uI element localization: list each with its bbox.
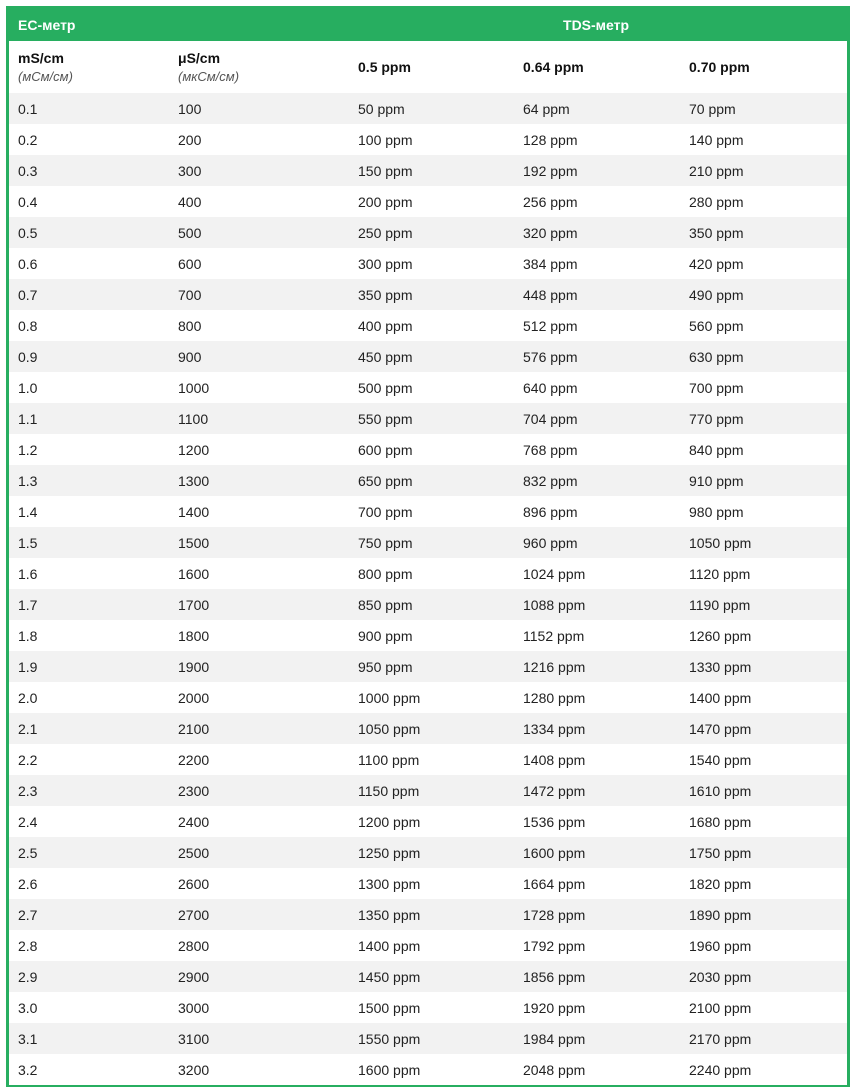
- ppm-064-cell: 1728 ppm: [510, 899, 676, 930]
- ppm-050-cell: 350 ppm: [345, 279, 510, 310]
- ms-cm-cell: 3.0: [9, 992, 169, 1023]
- ppm-070-cell: 70 ppm: [676, 93, 847, 124]
- ppm-064-cell: 1216 ppm: [510, 651, 676, 682]
- table-row: [9, 1054, 847, 1085]
- ppm-050-cell: 500 ppm: [345, 372, 510, 403]
- table-row: [9, 992, 847, 1023]
- ppm-064-cell: 128 ppm: [510, 124, 676, 155]
- ppm-064-cell: 1856 ppm: [510, 961, 676, 992]
- us-cm-cell: 2100: [169, 713, 345, 744]
- table-row: [9, 651, 847, 682]
- ppm-050-cell: 1300 ppm: [345, 868, 510, 899]
- us-cm-cell: 1700: [169, 589, 345, 620]
- ppm-050-cell: 1050 ppm: [345, 713, 510, 744]
- ppm-064-cell: 512 ppm: [510, 310, 676, 341]
- ppm-064-cell: 1664 ppm: [510, 868, 676, 899]
- ms-cm-cell: 1.6: [9, 558, 169, 589]
- ppm-050-cell: 1000 ppm: [345, 682, 510, 713]
- ppm-070-cell: 700 ppm: [676, 372, 847, 403]
- ppm-064-cell: 1088 ppm: [510, 589, 676, 620]
- ppm-050-cell: 250 ppm: [345, 217, 510, 248]
- ppm-070-cell: 1470 ppm: [676, 713, 847, 744]
- ppm-064-cell: 448 ppm: [510, 279, 676, 310]
- ms-cm-cell: 1.0: [9, 372, 169, 403]
- ppm-064-cell: 256 ppm: [510, 186, 676, 217]
- ppm-070-cell: 1330 ppm: [676, 651, 847, 682]
- ms-cm-cell: 1.2: [9, 434, 169, 465]
- ppm-064-cell: 640 ppm: [510, 372, 676, 403]
- table-row: [9, 372, 847, 403]
- ppm-064-cell: 1152 ppm: [510, 620, 676, 651]
- ppm-070-cell: 840 ppm: [676, 434, 847, 465]
- ms-cm-cell: 2.4: [9, 806, 169, 837]
- ms-cm-label: mS/cm: [18, 50, 64, 66]
- ms-cm-cell: 0.5: [9, 217, 169, 248]
- table-row: [9, 496, 847, 527]
- ms-cm-cell: 1.8: [9, 620, 169, 651]
- ppm-070-cell: 1680 ppm: [676, 806, 847, 837]
- ppm-070-cell: 1120 ppm: [676, 558, 847, 589]
- ms-cm-cell: 0.2: [9, 124, 169, 155]
- ppm-064-cell: 896 ppm: [510, 496, 676, 527]
- ppm-064-cell: 576 ppm: [510, 341, 676, 372]
- ppm-050-cell: 850 ppm: [345, 589, 510, 620]
- tds-meter-header: TDS-метр: [345, 9, 847, 41]
- ppm-050-cell: 1350 ppm: [345, 899, 510, 930]
- ppm-050-cell: 1400 ppm: [345, 930, 510, 961]
- table-row: [9, 744, 847, 775]
- us-cm-cell: 3100: [169, 1023, 345, 1054]
- ppm-070-cell: 420 ppm: [676, 248, 847, 279]
- ppm-050-cell: 1450 ppm: [345, 961, 510, 992]
- us-cm-cell: 1200: [169, 434, 345, 465]
- ppm-050-cell: 450 ppm: [345, 341, 510, 372]
- ppm-064-cell: 704 ppm: [510, 403, 676, 434]
- us-cm-cell: 2700: [169, 899, 345, 930]
- ms-cm-cell: 2.1: [9, 713, 169, 744]
- ms-cm-cell: 0.7: [9, 279, 169, 310]
- table-body: [9, 93, 847, 1085]
- ms-cm-ru-label: (мСм/см): [18, 69, 73, 84]
- ppm-070-cell: 140 ppm: [676, 124, 847, 155]
- ppm-064-cell: 1472 ppm: [510, 775, 676, 806]
- table-row: [9, 465, 847, 496]
- ms-cm-cell: 0.6: [9, 248, 169, 279]
- us-cm-cell: 300: [169, 155, 345, 186]
- table-units-header: [9, 41, 847, 93]
- ppm-070-cell: 2170 ppm: [676, 1023, 847, 1054]
- ppm-064-cell: 832 ppm: [510, 465, 676, 496]
- ppm-064-cell: 1984 ppm: [510, 1023, 676, 1054]
- table-row: [9, 1023, 847, 1054]
- ppm-070-cell: 770 ppm: [676, 403, 847, 434]
- ppm-050-cell: 50 ppm: [345, 93, 510, 124]
- ppm-050-cell: 700 ppm: [345, 496, 510, 527]
- ppm-070-cell: 1190 ppm: [676, 589, 847, 620]
- ppm-050-cell: 200 ppm: [345, 186, 510, 217]
- ms-cm-cell: 2.9: [9, 961, 169, 992]
- table-row: [9, 403, 847, 434]
- ppm-064-cell: 1334 ppm: [510, 713, 676, 744]
- table-row: [9, 930, 847, 961]
- ms-cm-cell: 3.1: [9, 1023, 169, 1054]
- us-cm-cell: 500: [169, 217, 345, 248]
- us-cm-cell: 3200: [169, 1054, 345, 1085]
- ppm-050-cell: 1550 ppm: [345, 1023, 510, 1054]
- ppm-064-cell: 2048 ppm: [510, 1054, 676, 1085]
- ppm-070-cell: 1050 ppm: [676, 527, 847, 558]
- table-row: [9, 837, 847, 868]
- ppm-064-cell: 384 ppm: [510, 248, 676, 279]
- ms-cm-cell: 2.0: [9, 682, 169, 713]
- table-row: [9, 868, 847, 899]
- table-row: [9, 434, 847, 465]
- ppm-050-cell: 1600 ppm: [345, 1054, 510, 1085]
- ppm-050-cell: 550 ppm: [345, 403, 510, 434]
- us-cm-cell: 2200: [169, 744, 345, 775]
- ms-cm-cell: 2.8: [9, 930, 169, 961]
- ppm-070-cell: 910 ppm: [676, 465, 847, 496]
- us-cm-cell: 1500: [169, 527, 345, 558]
- table-row: [9, 961, 847, 992]
- us-cm-cell: 2000: [169, 682, 345, 713]
- ms-cm-cell: 2.2: [9, 744, 169, 775]
- table-row: [9, 155, 847, 186]
- ms-cm-cell: 1.7: [9, 589, 169, 620]
- us-cm-cell: 2400: [169, 806, 345, 837]
- ms-cm-cell: 0.9: [9, 341, 169, 372]
- ppm-070-cell: 1540 ppm: [676, 744, 847, 775]
- ppm-050-cell: 950 ppm: [345, 651, 510, 682]
- ppm-064-cell: 1536 ppm: [510, 806, 676, 837]
- us-cm-column-header: [169, 41, 345, 93]
- us-cm-cell: 700: [169, 279, 345, 310]
- ppm-050-cell: 1250 ppm: [345, 837, 510, 868]
- ppm-070-cell: 1610 ppm: [676, 775, 847, 806]
- table-row: [9, 310, 847, 341]
- ppm-070-cell: 210 ppm: [676, 155, 847, 186]
- table-row: [9, 806, 847, 837]
- ppm-064-cell: 1408 ppm: [510, 744, 676, 775]
- ppm-064-cell: 1792 ppm: [510, 930, 676, 961]
- ppm-050-cell: 900 ppm: [345, 620, 510, 651]
- us-cm-label: μS/cm: [178, 50, 221, 66]
- us-cm-cell: 1600: [169, 558, 345, 589]
- ms-cm-cell: 1.3: [9, 465, 169, 496]
- ppm-050-cell: 1100 ppm: [345, 744, 510, 775]
- us-cm-cell: 900: [169, 341, 345, 372]
- us-cm-cell: 1400: [169, 496, 345, 527]
- ms-cm-cell: 1.1: [9, 403, 169, 434]
- ppm-070-cell: 1260 ppm: [676, 620, 847, 651]
- us-cm-cell: 100: [169, 93, 345, 124]
- ppm-050-cell: 150 ppm: [345, 155, 510, 186]
- table-row: [9, 682, 847, 713]
- ppm-050-cell: 650 ppm: [345, 465, 510, 496]
- ppm-050-cell: 100 ppm: [345, 124, 510, 155]
- ppm-050-cell: 1200 ppm: [345, 806, 510, 837]
- ppm-070-cell: 490 ppm: [676, 279, 847, 310]
- table-row: [9, 248, 847, 279]
- ec-meter-header: EC-метр: [9, 9, 345, 41]
- ms-cm-cell: 2.7: [9, 899, 169, 930]
- ppm-050-cell: 750 ppm: [345, 527, 510, 558]
- ppm-050-cell: 1150 ppm: [345, 775, 510, 806]
- ppm-070-cell: 2240 ppm: [676, 1054, 847, 1085]
- us-cm-cell: 2500: [169, 837, 345, 868]
- table-row: [9, 589, 847, 620]
- ppm-070-cell: 350 ppm: [676, 217, 847, 248]
- ms-cm-cell: 1.9: [9, 651, 169, 682]
- factor-050-column-header: 0.5 ppm: [358, 59, 411, 75]
- ppm-064-cell: 768 ppm: [510, 434, 676, 465]
- ms-cm-cell: 1.4: [9, 496, 169, 527]
- us-cm-cell: 2800: [169, 930, 345, 961]
- table-row: [9, 558, 847, 589]
- ms-cm-cell: 0.1: [9, 93, 169, 124]
- ec-tds-conversion-table: [9, 9, 847, 1085]
- ppm-050-cell: 1500 ppm: [345, 992, 510, 1023]
- us-cm-cell: 400: [169, 186, 345, 217]
- table-row: [9, 341, 847, 372]
- ms-cm-cell: 2.6: [9, 868, 169, 899]
- us-cm-cell: 2900: [169, 961, 345, 992]
- table-row: [9, 186, 847, 217]
- ms-cm-column-header: [9, 41, 169, 93]
- ppm-070-cell: 280 ppm: [676, 186, 847, 217]
- us-cm-cell: 3000: [169, 992, 345, 1023]
- us-cm-cell: 1100: [169, 403, 345, 434]
- table-row: [9, 279, 847, 310]
- ms-cm-cell: 2.3: [9, 775, 169, 806]
- table-row: [9, 217, 847, 248]
- ms-cm-cell: 0.8: [9, 310, 169, 341]
- table-row: [9, 93, 847, 124]
- factor-064-column-header: 0.64 ppm: [523, 59, 584, 75]
- ppm-064-cell: 960 ppm: [510, 527, 676, 558]
- ppm-050-cell: 600 ppm: [345, 434, 510, 465]
- ppm-070-cell: 1400 ppm: [676, 682, 847, 713]
- ppm-064-cell: 1024 ppm: [510, 558, 676, 589]
- ppm-070-cell: 560 ppm: [676, 310, 847, 341]
- table-row: [9, 620, 847, 651]
- factor-070-column-header: 0.70 ppm: [689, 59, 750, 75]
- ppm-070-cell: 1820 ppm: [676, 868, 847, 899]
- ppm-070-cell: 1890 ppm: [676, 899, 847, 930]
- ppm-050-cell: 800 ppm: [345, 558, 510, 589]
- us-cm-cell: 800: [169, 310, 345, 341]
- ppm-050-cell: 400 ppm: [345, 310, 510, 341]
- table-row: [9, 713, 847, 744]
- conversion-table-frame: [6, 6, 850, 1087]
- us-cm-cell: 1800: [169, 620, 345, 651]
- us-cm-cell: 2300: [169, 775, 345, 806]
- ppm-050-cell: 300 ppm: [345, 248, 510, 279]
- us-cm-cell: 1900: [169, 651, 345, 682]
- ppm-064-cell: 64 ppm: [510, 93, 676, 124]
- ms-cm-cell: 3.2: [9, 1054, 169, 1085]
- ppm-070-cell: 1960 ppm: [676, 930, 847, 961]
- us-cm-cell: 1000: [169, 372, 345, 403]
- table-group-header: [9, 9, 847, 41]
- us-cm-cell: 1300: [169, 465, 345, 496]
- ppm-064-cell: 1280 ppm: [510, 682, 676, 713]
- ppm-064-cell: 1600 ppm: [510, 837, 676, 868]
- ppm-070-cell: 630 ppm: [676, 341, 847, 372]
- ppm-070-cell: 2030 ppm: [676, 961, 847, 992]
- ms-cm-cell: 0.3: [9, 155, 169, 186]
- ppm-070-cell: 2100 ppm: [676, 992, 847, 1023]
- ppm-070-cell: 1750 ppm: [676, 837, 847, 868]
- table-row: [9, 899, 847, 930]
- us-cm-cell: 600: [169, 248, 345, 279]
- ppm-064-cell: 192 ppm: [510, 155, 676, 186]
- us-cm-ru-label: (мкСм/см): [178, 69, 240, 84]
- ms-cm-cell: 1.5: [9, 527, 169, 558]
- table-row: [9, 775, 847, 806]
- ms-cm-cell: 2.5: [9, 837, 169, 868]
- ppm-070-cell: 980 ppm: [676, 496, 847, 527]
- table-row: [9, 527, 847, 558]
- ppm-064-cell: 1920 ppm: [510, 992, 676, 1023]
- us-cm-cell: 2600: [169, 868, 345, 899]
- us-cm-cell: 200: [169, 124, 345, 155]
- ppm-064-cell: 320 ppm: [510, 217, 676, 248]
- table-row: [9, 124, 847, 155]
- ms-cm-cell: 0.4: [9, 186, 169, 217]
